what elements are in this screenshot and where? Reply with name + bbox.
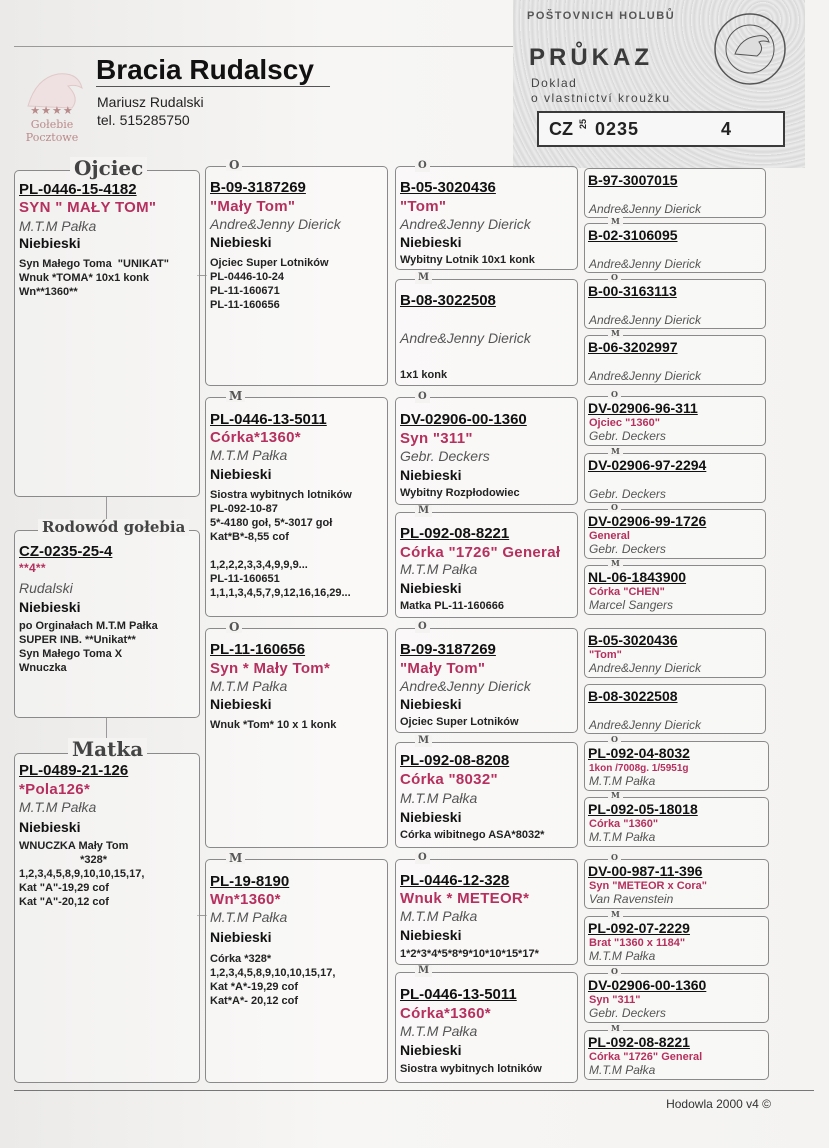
gen4-ring: NL-06-1843900 <box>588 569 687 585</box>
gen2-notes: Córka *328* 1,2,3,4,5,8,9,10,10,15,17, Kat *A*-19,29 cof Kat*A*- 20,12 cof <box>210 953 336 1007</box>
father-name: SYN " MAŁY TOM" <box>19 199 157 216</box>
sire-tag: O <box>608 273 621 282</box>
gen4-ring: PL-092-05-18018 <box>588 801 698 817</box>
card-top-text: POŠTOVNICH HOLUBŮ <box>527 10 676 22</box>
gen2-color: Niebieski <box>210 466 272 482</box>
gen4-ring: B-08-3022508 <box>588 688 678 704</box>
gen2-notes: Ojciec Super Lotników PL-0446-10-24 PL-11-160671 PL-11-160656 <box>210 257 329 311</box>
breeder-underline <box>96 86 330 87</box>
gen3-ring: DV-02906-00-1360 <box>400 411 527 428</box>
gen3-ring: B-08-3022508 <box>400 292 496 309</box>
dam-tag: M <box>415 965 432 977</box>
logo-stars: ★★★★ <box>30 104 74 117</box>
gen4-breeder: Andre&Jenny Dierick <box>589 369 702 383</box>
mother-color: Niebieski <box>19 819 81 835</box>
ring-digit: 4 <box>721 119 732 139</box>
gen2-name: "Mały Tom" <box>210 198 296 215</box>
gen4-box-2[interactable] <box>584 223 766 273</box>
gen4-ring: B-02-3106095 <box>588 227 678 243</box>
dam-tag: M <box>608 217 623 226</box>
gen3-box-5[interactable] <box>395 628 578 733</box>
gen4-ring: DV-02906-00-1360 <box>588 977 707 993</box>
mother-breeder: M.T.M Pałka <box>19 799 97 815</box>
association-stamp-icon <box>711 10 789 88</box>
gen3-box-2[interactable] <box>395 279 578 386</box>
gen3-ring: B-05-3020436 <box>400 179 496 196</box>
gen4-breeder: M.T.M Pałka <box>589 830 656 844</box>
gen2-ring: PL-11-160656 <box>210 641 306 658</box>
pedigree-label: Rodowód gołebia <box>38 519 189 536</box>
dam-tag: M <box>608 559 623 568</box>
sire-tag: O <box>415 391 430 403</box>
dam-tag: M <box>608 329 623 338</box>
dam-tag: M <box>415 272 432 284</box>
gen4-breeder: Andre&Jenny Dierick <box>589 313 702 327</box>
logo-line2: Pocztowe <box>25 131 79 144</box>
gen4-name: Córka "CHEN" <box>589 586 665 598</box>
father-label: Ojciec <box>70 157 147 179</box>
gen3-color: Niebieski <box>400 234 462 250</box>
connector <box>106 497 107 519</box>
gen3-name: "Tom" <box>400 198 447 215</box>
gen4-box-11[interactable] <box>584 741 769 791</box>
mother-ring: PL-0489-21-126 <box>19 762 129 779</box>
dam-tag: M <box>608 447 623 456</box>
father-color: Niebieski <box>19 235 81 251</box>
gen4-box-8[interactable] <box>584 565 766 615</box>
gen3-color: Niebieski <box>400 1042 462 1058</box>
dam-tag: M <box>608 1024 623 1033</box>
gen2-box-1[interactable] <box>205 166 388 386</box>
sire-tag: O <box>226 621 242 633</box>
sire-tag: O <box>608 967 621 976</box>
sire-tag: O <box>415 160 430 172</box>
gen3-box-4[interactable] <box>395 512 578 618</box>
gen4-ring: DV-02906-96-311 <box>588 400 698 416</box>
dam-tag: M <box>226 852 245 864</box>
gen2-ring: PL-19-8190 <box>210 873 290 890</box>
ring-year: 25 <box>578 119 588 130</box>
gen4-box-9[interactable] <box>584 628 766 678</box>
gen3-ring: PL-092-08-8221 <box>400 525 510 542</box>
sire-tag: O <box>226 159 242 171</box>
gen4-box-6[interactable] <box>584 453 766 503</box>
gen3-ring: B-09-3187269 <box>400 641 496 658</box>
gen4-ring: DV-02906-99-1726 <box>588 513 707 529</box>
gen4-box-5[interactable] <box>584 396 766 446</box>
gen3-breeder: Andre&Jenny Dierick <box>400 330 531 346</box>
gen2-ring: PL-0446-13-5011 <box>210 411 327 428</box>
gen3-name: Syn "311" <box>400 430 473 447</box>
father-breeder: M.T.M Pałka <box>19 218 97 234</box>
gen3-breeder: M.T.M Pałka <box>400 1023 478 1039</box>
gen4-ring: B-06-3202997 <box>588 339 678 355</box>
gen4-box-15[interactable] <box>584 973 769 1023</box>
breeder-phone: tel. 515285750 <box>97 112 190 128</box>
gen2-name: Córka*1360* <box>210 429 301 446</box>
gen4-box-3[interactable] <box>584 279 766 329</box>
gen4-ring: DV-02906-97-2294 <box>588 457 707 473</box>
main-breeder: Rudalski <box>19 580 73 596</box>
footer-text: Hodowla 2000 v4 © <box>666 1097 771 1111</box>
gen3-notes: 1*2*3*4*5*8*9*10*10*15*17* <box>400 948 539 960</box>
gen4-breeder: M.T.M Pałka <box>589 949 656 963</box>
gen4-breeder: Gebr. Deckers <box>589 1006 666 1020</box>
gen4-breeder: M.T.M Pałka <box>589 1063 656 1077</box>
gen3-name: Córka*1360* <box>400 1005 491 1022</box>
dam-tag: M <box>226 390 245 402</box>
gen3-breeder: Gebr. Deckers <box>400 448 490 464</box>
gen4-ring: PL-092-08-8221 <box>588 1034 690 1050</box>
gen2-color: Niebieski <box>210 929 272 945</box>
gen3-ring: PL-0446-12-328 <box>400 872 510 889</box>
gen4-ring: B-97-3007015 <box>588 172 678 188</box>
gen4-breeder: Andre&Jenny Dierick <box>589 661 702 675</box>
gen2-name: Syn * Mały Tom* <box>210 660 331 677</box>
gen3-ring: PL-092-08-8208 <box>400 752 510 769</box>
gen3-notes: Matka PL-11-160666 <box>400 600 504 612</box>
gen3-box-7[interactable] <box>395 859 578 965</box>
gen4-box-12[interactable] <box>584 797 769 847</box>
main-bird-box[interactable] <box>14 530 200 718</box>
gen2-color: Niebieski <box>210 234 272 250</box>
gen2-ring: B-09-3187269 <box>210 179 306 196</box>
dam-tag: M <box>415 505 432 517</box>
gen4-ring: PL-092-07-2229 <box>588 920 690 936</box>
main-notes: po Orginałach M.T.M Pałka SUPER INB. **Unikat** Syn Małego Toma X Wnuczka <box>19 620 158 674</box>
gen4-name: Córka "1726" General <box>589 1051 703 1063</box>
sire-tag: O <box>608 390 621 399</box>
gen4-name: Syn "311" <box>589 994 641 1006</box>
gen3-notes: Wybitny Lotnik 10x1 konk <box>400 254 535 266</box>
ring-number: 0235 <box>595 119 640 139</box>
gen4-box-13[interactable] <box>584 859 769 909</box>
gen2-color: Niebieski <box>210 696 272 712</box>
mother-label: Matka <box>68 738 147 760</box>
ring-country: CZ <box>549 119 573 139</box>
gen4-box-7[interactable] <box>584 509 766 559</box>
sire-tag: O <box>608 503 621 512</box>
card-title: PRŮKAZ <box>529 44 653 71</box>
gen4-ring: B-00-3163113 <box>588 283 677 299</box>
gen4-breeder: Andre&Jenny Dierick <box>589 718 702 732</box>
gen2-box-2[interactable] <box>205 397 388 617</box>
gen3-breeder: Andre&Jenny Dierick <box>400 678 531 694</box>
sire-tag: O <box>608 735 621 744</box>
gen3-notes: Siostra wybitnych lotników <box>400 1063 542 1075</box>
gen3-box-6[interactable] <box>395 742 578 848</box>
gen3-ring: PL-0446-13-5011 <box>400 986 517 1003</box>
gen4-name: Ojciec "1360" <box>589 417 660 429</box>
gen3-color: Niebieski <box>400 696 462 712</box>
gen4-name: Córka "1360" <box>589 818 659 830</box>
gen3-notes: Ojciec Super Lotników <box>400 716 519 728</box>
gen2-notes: Wnuk *Tom* 10 x 1 konk <box>210 719 337 731</box>
gen2-breeder: M.T.M Pałka <box>210 678 288 694</box>
gen4-ring: DV-00-987-11-396 <box>588 863 703 879</box>
gen4-ring: B-05-3020436 <box>588 632 678 648</box>
dam-tag: M <box>608 791 623 800</box>
footer-divider <box>14 1090 814 1091</box>
main-ring: CZ-0235-25-4 <box>19 543 113 560</box>
gen4-box-14[interactable] <box>584 916 769 966</box>
breeder-person: Mariusz Rudalski <box>97 94 204 110</box>
sire-tag: O <box>415 621 430 633</box>
gen3-box-8[interactable] <box>395 972 578 1083</box>
gen3-breeder: Andre&Jenny Dierick <box>400 216 531 232</box>
sire-tag: O <box>608 853 621 862</box>
dam-tag: M <box>415 735 432 747</box>
ring-number-box <box>537 111 785 147</box>
father-ring: PL-0446-15-4182 <box>19 181 137 198</box>
gen3-color: Niebieski <box>400 927 462 943</box>
gen3-breeder: M.T.M Pałka <box>400 908 478 924</box>
gen3-notes: Wybitny Rozpłodowiec <box>400 487 520 499</box>
gen4-breeder: Marcel Sangers <box>589 598 674 612</box>
gen2-box-3[interactable] <box>205 628 388 848</box>
header-divider <box>14 46 514 47</box>
gen3-notes: 1x1 konk <box>400 369 448 381</box>
mother-notes: WNUCZKA Mały Tom *328* 1,2,3,4,5,8,9,10,10,15,17, Kat "A"-19,29 cof Kat "A"-20,12 cof <box>19 840 145 908</box>
gen3-breeder: M.T.M Pałka <box>400 790 478 806</box>
gen2-breeder: Andre&Jenny Dierick <box>210 216 341 232</box>
gen4-breeder: Van Ravenstein <box>589 892 674 906</box>
gen3-breeder: M.T.M Pałka <box>400 561 478 577</box>
gen3-box-1[interactable] <box>395 166 578 270</box>
gen4-breeder: Andre&Jenny Dierick <box>589 202 702 216</box>
gen2-name: Wn*1360* <box>210 891 281 908</box>
sire-tag: O <box>415 852 430 864</box>
gen3-name: "Mały Tom" <box>400 660 486 677</box>
gen4-name: 1kon /7008g. 1/5951g <box>589 763 689 774</box>
gen4-breeder: Gebr. Deckers <box>589 429 666 443</box>
gen3-notes: Córka wibitnego ASA*8032* <box>400 829 545 841</box>
gen3-name: Wnuk * METEOR* <box>400 890 530 907</box>
gen4-name: "Tom" <box>589 649 622 661</box>
gen3-name: Córka "8032" <box>400 771 498 788</box>
dam-tag: M <box>608 910 623 919</box>
father-box[interactable] <box>14 170 200 497</box>
logo-line1: Gołebie <box>30 118 74 131</box>
gen3-color: Niebieski <box>400 467 462 483</box>
gen4-ring: PL-092-04-8032 <box>588 745 690 761</box>
mother-name: *Pola126* <box>19 781 91 798</box>
card-subtitle-2: o vlastnictví kroužku <box>531 91 671 105</box>
gen2-box-4[interactable] <box>205 859 388 1083</box>
gen4-box-16[interactable] <box>584 1030 769 1080</box>
ownership-card <box>513 0 805 168</box>
gen4-breeder: Gebr. Deckers <box>589 542 666 556</box>
gen3-box-3[interactable] <box>395 397 578 505</box>
gen4-box-1[interactable] <box>584 168 766 218</box>
gen4-box-4[interactable] <box>584 335 766 385</box>
gen3-color: Niebieski <box>400 580 462 596</box>
father-notes: Syn Małego Toma "UNIKAT" Wnuk *TOMA* 10x1 konk Wn**1360** <box>19 258 169 298</box>
gen4-name: Syn "METEOR x Cora" <box>589 880 708 892</box>
gen4-breeder: Gebr. Deckers <box>589 487 666 501</box>
gen4-name: General <box>589 530 630 542</box>
mother-box[interactable] <box>14 753 200 1083</box>
main-name: **4** <box>19 561 46 575</box>
gen3-name: Córka "1726" Generał <box>400 544 561 561</box>
gen2-breeder: M.T.M Pałka <box>210 447 288 463</box>
breeder-title: Bracia Rudalscy <box>96 54 314 85</box>
gen2-breeder: M.T.M Pałka <box>210 909 288 925</box>
gen4-breeder: M.T.M Pałka <box>589 774 656 788</box>
card-subtitle-1: Doklad <box>531 76 578 90</box>
gen4-box-10[interactable] <box>584 684 766 734</box>
main-color: Niebieski <box>19 599 81 615</box>
gen4-name: Brat "1360 x 1184" <box>589 937 686 949</box>
gen2-notes: Siostra wybitnych lotników PL-092-10-87 5*-4180 goł, 5*-3017 goł Kat*B*-8,55 cof 1,2,2,2,3,3,4,9,9,9... PL-11-160651 1,1,1,3,4,5,7,9,12,16,16,29... <box>210 489 352 599</box>
gen3-color: Niebieski <box>400 809 462 825</box>
gen4-breeder: Andre&Jenny Dierick <box>589 257 702 271</box>
